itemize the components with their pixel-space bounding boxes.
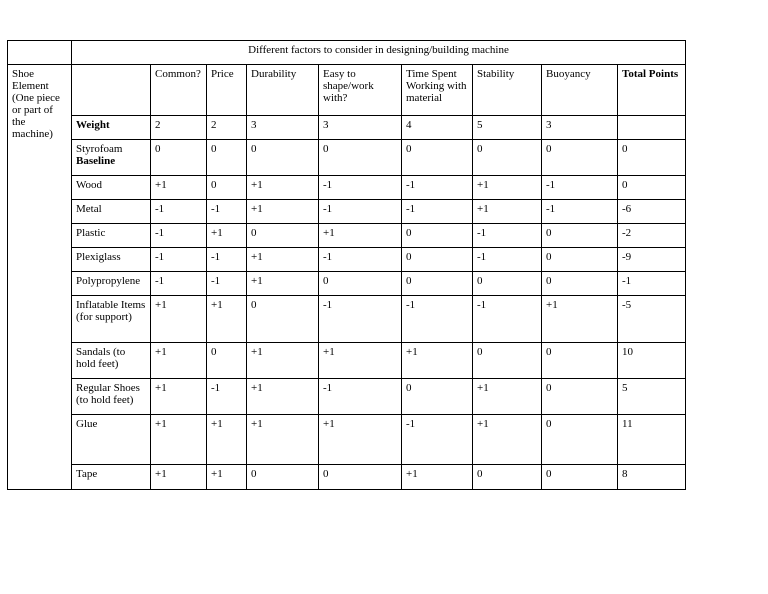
row-label-line-bold: Baseline — [76, 155, 116, 167]
table-cell: +1 — [542, 296, 618, 343]
table-cell: -1 — [402, 296, 473, 343]
table-cell: 2 — [151, 116, 207, 140]
table-cell: 11 — [618, 415, 686, 465]
row-label: Weight — [72, 116, 151, 140]
table-cell: -6 — [618, 200, 686, 224]
weight-row — [8, 116, 686, 140]
table-cell: -1 — [207, 379, 247, 415]
row-label-line: Styrofoam — [76, 143, 123, 155]
table-cell: -1 — [402, 200, 473, 224]
table-cell: 0 — [542, 379, 618, 415]
table-cell: +1 — [247, 200, 319, 224]
table-cell: 0 — [319, 465, 402, 490]
table-cell: 0 — [473, 272, 542, 296]
table-cell: 5 — [618, 379, 686, 415]
table-cell — [618, 116, 686, 140]
table-cell: -9 — [618, 248, 686, 272]
table-cell: 0 — [319, 140, 402, 176]
table-cell: +1 — [247, 272, 319, 296]
table-cell: 0 — [542, 224, 618, 248]
table-cell: -1 — [207, 248, 247, 272]
table-cell: +1 — [247, 248, 319, 272]
table-cell: +1 — [473, 379, 542, 415]
table-cell: +1 — [207, 224, 247, 248]
header-cell: Easy to shape/work with? — [319, 65, 402, 116]
table-cell: 0 — [402, 140, 473, 176]
table-cell: -1 — [207, 200, 247, 224]
table-cell: +1 — [151, 343, 207, 379]
table-cell: 0 — [402, 248, 473, 272]
row-label: Sandals (to hold feet) — [72, 343, 151, 379]
table-cell: -1 — [618, 272, 686, 296]
decision-matrix-table — [7, 40, 686, 490]
table-cell: +1 — [151, 296, 207, 343]
table-cell: +1 — [151, 176, 207, 200]
table-cell: 3 — [247, 116, 319, 140]
title-row — [8, 41, 686, 65]
table-cell: +1 — [247, 379, 319, 415]
table-cell: +1 — [151, 465, 207, 490]
table-cell: -1 — [151, 272, 207, 296]
table-cell: +1 — [402, 343, 473, 379]
table-title: Different factors to consider in designing/building machine — [72, 41, 686, 65]
table-row — [8, 272, 686, 296]
header-cell: Time Spent Working with material — [402, 65, 473, 116]
table-cell: 0 — [542, 140, 618, 176]
table-cell: 3 — [319, 116, 402, 140]
table-cell: +1 — [247, 343, 319, 379]
table-cell: 5 — [473, 116, 542, 140]
table-cell: 0 — [542, 415, 618, 465]
header-cell: Stability — [473, 65, 542, 116]
row-label: Plexiglass — [72, 248, 151, 272]
row-label: Metal — [72, 200, 151, 224]
table-row — [8, 296, 686, 343]
baseline-row — [8, 140, 686, 176]
table-cell: 0 — [247, 465, 319, 490]
table-cell: 0 — [207, 140, 247, 176]
table-cell: 0 — [542, 343, 618, 379]
table-cell: -1 — [319, 379, 402, 415]
table-cell: +1 — [247, 176, 319, 200]
table-cell: 0 — [618, 176, 686, 200]
table-cell: -1 — [319, 296, 402, 343]
table-cell: 8 — [618, 465, 686, 490]
table-row — [8, 176, 686, 200]
table-cell: -1 — [542, 200, 618, 224]
blank-corner-cell — [8, 41, 72, 65]
header-row — [8, 65, 686, 116]
table-cell: 0 — [473, 465, 542, 490]
table-cell: -1 — [207, 272, 247, 296]
row-label: Glue — [72, 415, 151, 465]
table-cell: 0 — [207, 343, 247, 379]
table-cell: 0 — [247, 224, 319, 248]
table-cell: -1 — [151, 200, 207, 224]
header-cell: Price — [207, 65, 247, 116]
table-cell: -5 — [618, 296, 686, 343]
table-cell: +1 — [207, 415, 247, 465]
side-label-cell: Shoe Element (One piece or part of the machine) — [8, 65, 72, 490]
header-cell-total: Total Points — [618, 65, 686, 116]
table-cell: -1 — [151, 224, 207, 248]
table-cell: 10 — [618, 343, 686, 379]
row-label: Tape — [72, 465, 151, 490]
table-cell: +1 — [319, 224, 402, 248]
table-cell: 0 — [542, 465, 618, 490]
table-row — [8, 379, 686, 415]
table-cell: 0 — [542, 248, 618, 272]
table-cell: -1 — [151, 248, 207, 272]
table-cell: -1 — [319, 176, 402, 200]
row-label: Plastic — [72, 224, 151, 248]
table-cell: +1 — [473, 200, 542, 224]
table-cell: -2 — [618, 224, 686, 248]
table-cell: +1 — [402, 465, 473, 490]
table-cell: 0 — [207, 176, 247, 200]
table-row — [8, 465, 686, 490]
row-label: Wood — [72, 176, 151, 200]
header-cell: Common? — [151, 65, 207, 116]
table-row — [8, 248, 686, 272]
table-cell: 0 — [473, 343, 542, 379]
table-cell: 3 — [542, 116, 618, 140]
header-cell: Buoyancy — [542, 65, 618, 116]
table-cell: 0 — [402, 224, 473, 248]
table-cell: 0 — [247, 296, 319, 343]
table-cell: +1 — [319, 343, 402, 379]
table-cell: +1 — [207, 465, 247, 490]
table-cell: 0 — [473, 140, 542, 176]
table-cell: 0 — [247, 140, 319, 176]
table-cell: 0 — [402, 379, 473, 415]
row-label — [72, 140, 151, 176]
table-cell: 0 — [402, 272, 473, 296]
table-cell: +1 — [207, 296, 247, 343]
table-cell: +1 — [473, 415, 542, 465]
table-cell: -1 — [319, 248, 402, 272]
table-row — [8, 415, 686, 465]
table-cell: 0 — [542, 272, 618, 296]
table-row — [8, 200, 686, 224]
table-cell: +1 — [151, 415, 207, 465]
row-label: Polypropylene — [72, 272, 151, 296]
table-cell: -1 — [473, 248, 542, 272]
table-cell: 4 — [402, 116, 473, 140]
table-cell: +1 — [247, 415, 319, 465]
table-cell: +1 — [151, 379, 207, 415]
header-cell — [72, 65, 151, 116]
table-cell: -1 — [542, 176, 618, 200]
table-cell: 0 — [319, 272, 402, 296]
table-cell: -1 — [319, 200, 402, 224]
table-cell: +1 — [319, 415, 402, 465]
table-row — [8, 343, 686, 379]
table-cell: 0 — [618, 140, 686, 176]
row-label: Regular Shoes (to hold feet) — [72, 379, 151, 415]
table-row — [8, 224, 686, 248]
header-cell: Durability — [247, 65, 319, 116]
table-cell: +1 — [473, 176, 542, 200]
table-cell: 2 — [207, 116, 247, 140]
row-label: Inflatable Items (for support) — [72, 296, 151, 343]
table-cell: -1 — [473, 296, 542, 343]
table-cell: -1 — [402, 176, 473, 200]
table-cell: 0 — [151, 140, 207, 176]
table-cell: -1 — [473, 224, 542, 248]
table-cell: -1 — [402, 415, 473, 465]
